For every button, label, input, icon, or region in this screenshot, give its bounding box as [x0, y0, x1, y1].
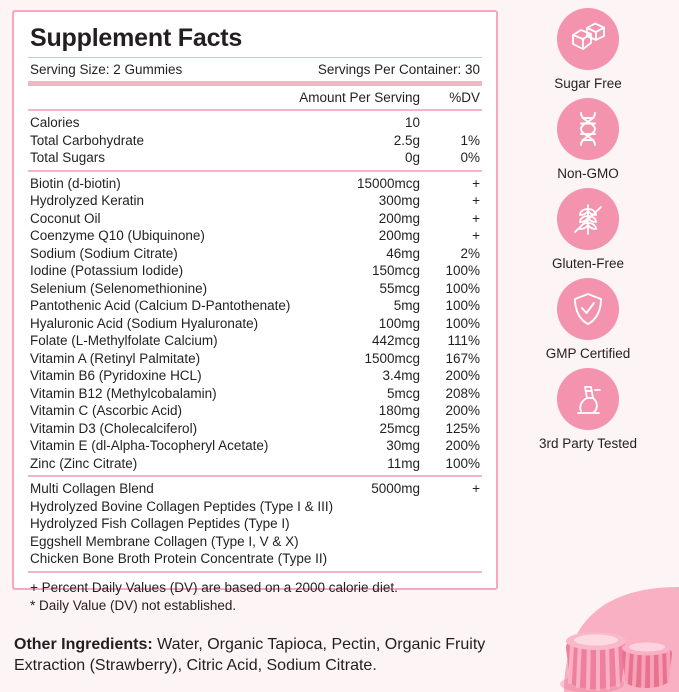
row-name: Selenium (Selenomethionine) — [30, 280, 208, 296]
row-amount: 10 — [404, 115, 420, 130]
badge-sugar-free — [508, 8, 668, 92]
row-daily-value: 125% — [445, 420, 480, 436]
table-row — [28, 297, 482, 315]
sugar-cubes-icon — [557, 8, 619, 70]
row-name: Zinc (Zinc Citrate) — [30, 455, 138, 471]
divider-med-2 — [28, 170, 482, 172]
row-name: Hyaluronic Acid (Sodium Hyaluronate) — [30, 315, 259, 331]
row-daily-value: 1% — [460, 132, 480, 148]
row-name: Coenzyme Q10 (Ubiquinone) — [30, 228, 205, 243]
blend-item-name: Hydrolyzed Fish Collagen Peptides (Type I) — [30, 516, 290, 531]
row-daily-value: 111% — [447, 333, 480, 348]
blend-item-rows — [28, 498, 482, 568]
row-amount: 3.4mg — [382, 368, 420, 383]
blend-item-row — [28, 515, 482, 533]
table-row — [28, 114, 482, 132]
row-amount: 1500mcg — [364, 350, 420, 366]
table-row — [28, 332, 482, 350]
serving-size-label: Serving Size: 2 Gummies — [30, 62, 183, 77]
dna-icon — [557, 98, 619, 160]
row-daily-value: 208% — [445, 385, 480, 401]
row-amount: 5mcg — [386, 385, 420, 401]
table-row — [28, 280, 482, 298]
other-ingredients-text: Water, Organic Tapioca, Pectin, Organic Fruity Extraction (Strawberry), Citric Acid, Sodium Citrate. — [14, 636, 486, 674]
divider-med-4 — [28, 571, 482, 573]
badge-3rd-party-tested — [508, 368, 668, 452]
row-amount: 46mg — [386, 245, 420, 261]
certification-badge-column — [508, 8, 668, 458]
row-name: Pantothenic Acid (Calcium D-Pantothenate) — [30, 298, 291, 313]
row-amount: 200mg — [378, 210, 420, 226]
badge-non-gmo — [508, 98, 668, 182]
row-daily-value: 100% — [445, 263, 480, 278]
row-daily-value: 167% — [445, 350, 480, 366]
row-amount: 11mg — [387, 455, 420, 471]
row-daily-value: + — [472, 210, 480, 226]
table-row — [28, 210, 482, 228]
badge-gmp-certified — [508, 278, 668, 362]
blend-dv: + — [472, 481, 480, 496]
other-ingredients-block — [14, 634, 506, 676]
row-daily-value: 200% — [445, 438, 480, 453]
badge-label: Non-GMO — [557, 166, 619, 181]
servings-per-container-label: Servings Per Container: 30 — [317, 62, 480, 77]
row-amount: 25mcg — [379, 420, 420, 436]
blend-item-row — [28, 533, 482, 551]
row-amount: 150mcg — [371, 263, 420, 278]
panel-title: Supplement Facts — [30, 24, 243, 52]
row-name: Sodium (Sodium Citrate) — [30, 245, 178, 261]
table-row — [28, 455, 482, 473]
blend-item-name: Hydrolyzed Bovine Collagen Peptides (Type I & III) — [30, 498, 334, 514]
blend-amount: 5000mg — [371, 481, 420, 496]
row-name: Iodine (Potassium Iodide) — [30, 263, 184, 278]
table-row — [28, 192, 482, 210]
row-daily-value: 100% — [445, 315, 480, 331]
table-row — [28, 149, 482, 167]
table-row — [28, 350, 482, 368]
row-amount: 15000mcg — [356, 175, 420, 191]
row-amount: 5mg — [393, 298, 420, 313]
badge-label: Sugar Free — [554, 76, 622, 91]
divider-med-3 — [28, 475, 482, 477]
table-row — [28, 245, 482, 263]
table-row — [28, 227, 482, 245]
row-daily-value: 0% — [460, 150, 480, 165]
badge-gluten-free — [508, 188, 668, 272]
serving-info-row — [28, 60, 482, 78]
table-row — [28, 420, 482, 438]
footnote-dv-not-established: * Daily Value (DV) not established. — [30, 597, 237, 613]
row-name: Calories — [30, 115, 80, 130]
row-daily-value: 100% — [445, 280, 480, 296]
row-amount: 200mg — [378, 228, 420, 243]
row-amount: 30mg — [386, 438, 420, 453]
table-row — [28, 175, 482, 193]
row-name: Total Sugars — [30, 150, 106, 165]
table-row — [28, 315, 482, 333]
blend-item-name: Eggshell Membrane Collagen (Type I, V & X) — [30, 533, 299, 549]
row-name: Biotin (d-biotin) — [30, 175, 121, 191]
shield-check-icon — [557, 278, 619, 340]
blend-header-row — [28, 480, 482, 498]
row-daily-value: + — [472, 175, 480, 191]
table-row — [28, 385, 482, 403]
table-row — [28, 437, 482, 455]
row-daily-value: + — [472, 193, 480, 208]
table-row — [28, 402, 482, 420]
footnote-dv-basis: + Percent Daily Values (DV) are based on a 2000 calorie diet. — [30, 579, 398, 595]
row-name: Coconut Oil — [30, 210, 101, 226]
row-daily-value: 2% — [460, 245, 480, 261]
row-name: Hydrolyzed Keratin — [30, 193, 145, 208]
row-daily-value: + — [472, 228, 480, 243]
row-name: Folate (L-Methylfolate Calcium) — [30, 333, 218, 348]
blend-item-name: Chicken Bone Broth Protein Concentrate (Type II) — [30, 551, 328, 566]
row-amount: 2.5g — [393, 132, 420, 148]
gummy-illustration — [504, 562, 679, 692]
divider-thick — [28, 81, 482, 86]
row-name: Total Carbohydrate — [30, 132, 145, 148]
badge-label: 3rd Party Tested — [538, 436, 638, 451]
badge-label: GMP Certified — [545, 346, 631, 361]
row-name: Vitamin B6 (Pyridoxine HCL) — [30, 368, 202, 383]
row-daily-value: 200% — [445, 403, 480, 418]
row-name: Vitamin C (Ascorbic Acid) — [30, 403, 183, 418]
column-headers — [28, 89, 482, 106]
basic-nutrition-rows — [28, 114, 482, 167]
table-row — [28, 262, 482, 280]
row-name: Vitamin B12 (Methylcobalamin) — [30, 385, 217, 401]
row-amount: 55mcg — [379, 280, 420, 296]
footnotes — [28, 576, 482, 615]
row-amount: 300mg — [378, 193, 420, 208]
table-row — [28, 367, 482, 385]
wheat-icon — [557, 188, 619, 250]
row-amount: 442mcg — [371, 333, 420, 348]
dv-header: %DV — [449, 90, 480, 105]
amount-per-serving-header: Amount Per Serving — [299, 90, 420, 105]
blend-item-row — [28, 498, 482, 516]
row-amount: 180mg — [378, 403, 420, 418]
table-row — [28, 132, 482, 150]
supplement-facts-panel — [12, 10, 498, 613]
nutrient-rows — [28, 175, 482, 473]
row-amount: 100mg — [378, 315, 420, 331]
blend-name: Multi Collagen Blend — [30, 481, 154, 496]
blend-item-row — [28, 550, 482, 568]
row-name: Vitamin A (Retinyl Palmitate) — [30, 350, 201, 366]
other-ingredients-label: Other Ingredients: — [14, 636, 153, 653]
row-daily-value: 100% — [445, 298, 480, 313]
row-daily-value: 200% — [445, 368, 480, 383]
row-name: Vitamin E (dl-Alpha-Tocopheryl Acetate) — [30, 438, 269, 453]
row-amount: 0g — [404, 150, 420, 165]
badge-label: Gluten-Free — [551, 256, 625, 271]
row-daily-value: 100% — [445, 455, 480, 471]
microscope-icon — [557, 368, 619, 430]
divider-med — [28, 109, 482, 111]
row-name: Vitamin D3 (Cholecalciferol) — [30, 420, 198, 436]
divider — [28, 57, 482, 58]
